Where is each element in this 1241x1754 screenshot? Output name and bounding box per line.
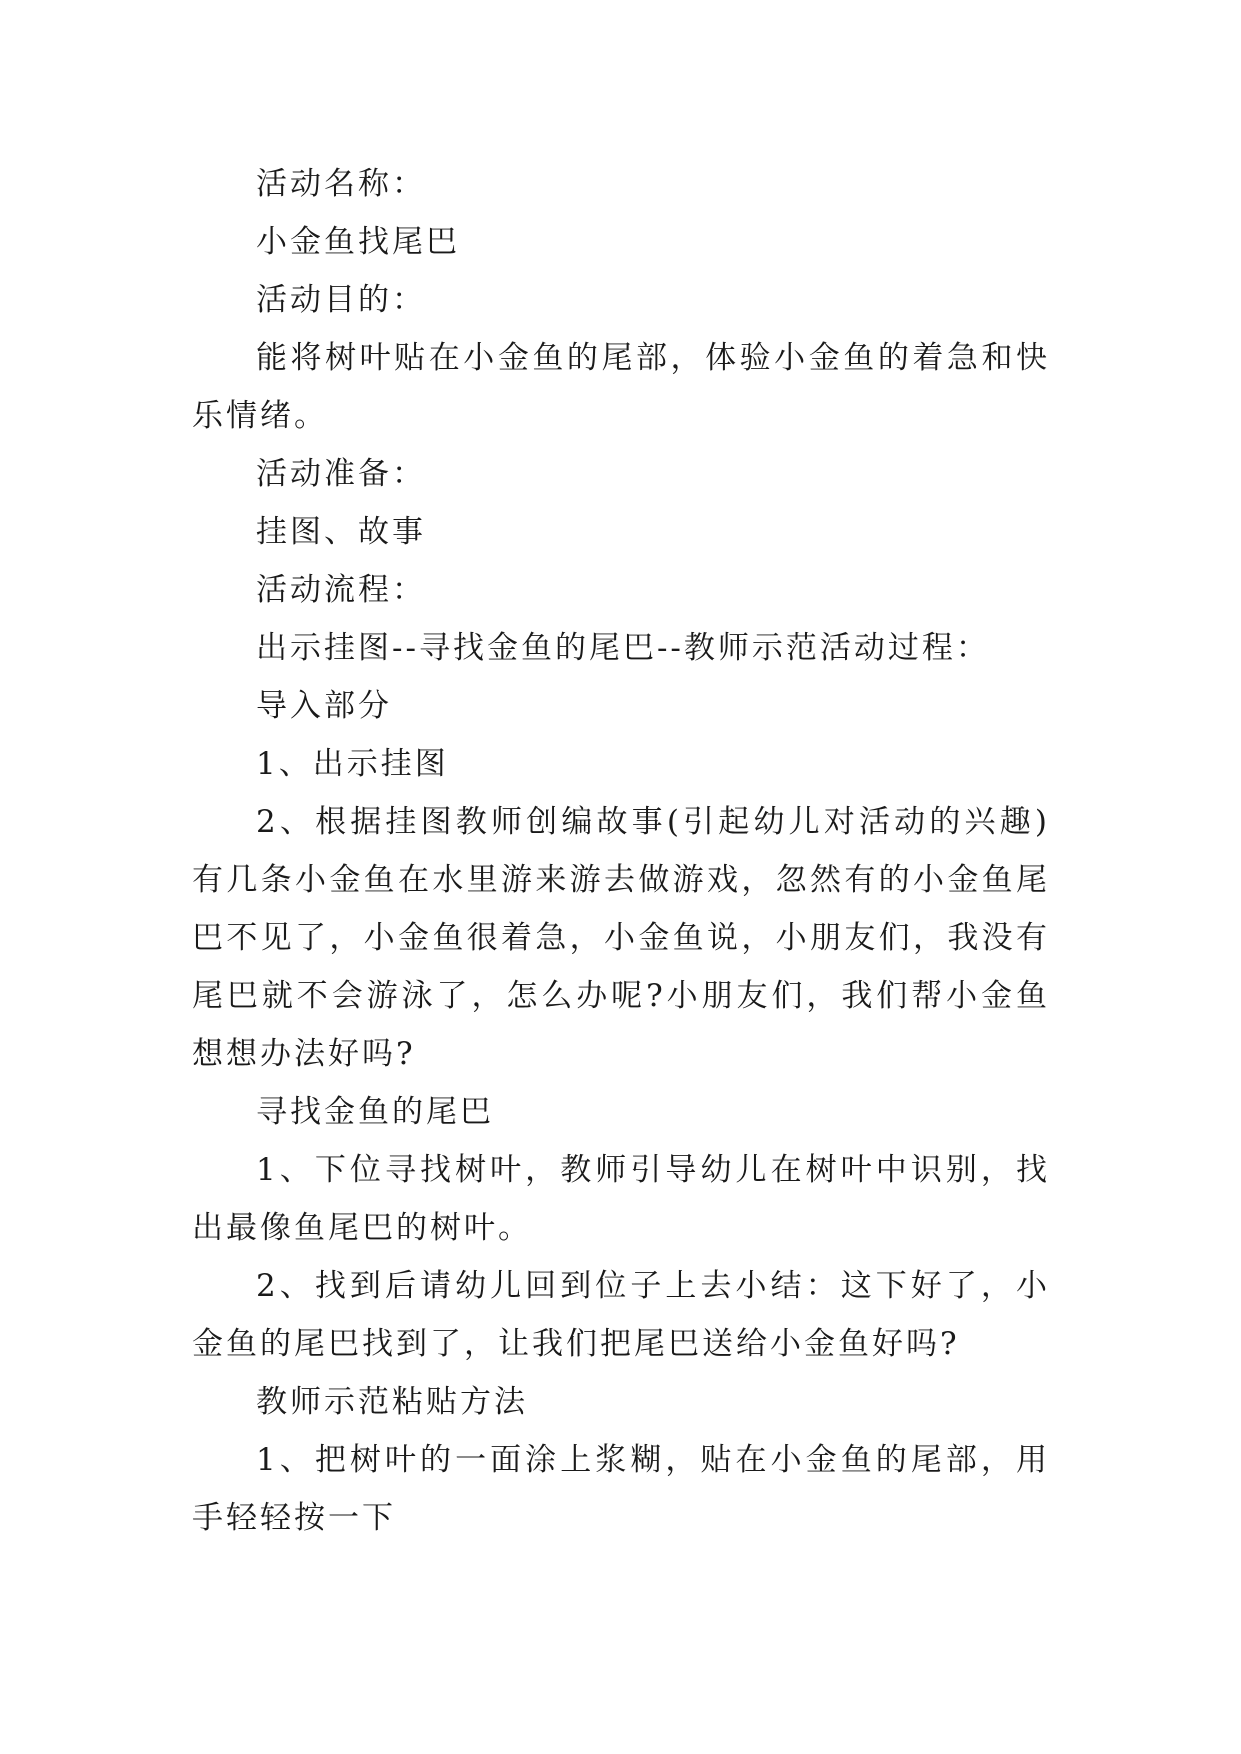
paragraph-activity-flow-heading: 活动流程： xyxy=(256,572,426,608)
paragraph-activity-prep-heading: 活动准备： xyxy=(256,456,426,492)
paragraph-activity-name-heading: 活动名称： xyxy=(256,166,426,202)
paragraph-intro-heading: 导入部分 xyxy=(256,688,392,724)
document-body xyxy=(192,155,1050,1547)
paragraph-search-step-2: 2、找到后请幼儿回到位子上去小结：这下好了，小金鱼的尾巴找到了，让我们把尾巴送给小金鱼好吗? xyxy=(192,1268,1050,1362)
paragraph-intro-step-1: 1、出示挂图 xyxy=(256,746,449,782)
paragraph-search-heading: 寻找金鱼的尾巴 xyxy=(256,1094,494,1130)
paragraph-activity-flow: 出示挂图--寻找金鱼的尾巴--教师示范活动过程： xyxy=(256,630,990,666)
paragraph-activity-goal: 能将树叶贴在小金鱼的尾部，体验小金鱼的着急和快乐情绪。 xyxy=(192,340,1050,434)
paragraph-demo-heading: 教师示范粘贴方法 xyxy=(256,1384,528,1420)
paragraph-demo-step-1: 1、把树叶的一面涂上浆糊，贴在小金鱼的尾部，用手轻轻按一下 xyxy=(192,1442,1050,1536)
paragraph-activity-name: 小金鱼找尾巴 xyxy=(256,224,460,260)
paragraph-activity-prep: 挂图、故事 xyxy=(256,514,426,550)
paragraph-search-step-1: 1、下位寻找树叶，教师引导幼儿在树叶中识别，找出最像鱼尾巴的树叶。 xyxy=(192,1152,1050,1246)
paragraph-intro-step-2: 2、根据挂图教师创编故事(引起幼儿对活动的兴趣)有几条小金鱼在水里游来游去做游戏，忽然有的小金鱼尾巴不见了，小金鱼很着急，小金鱼说，小朋友们，我没有尾巴就不会游泳了，怎么办呢?小朋友们，我们帮小金鱼想想办法好吗? xyxy=(192,804,1050,1072)
paragraph-activity-goal-heading: 活动目的： xyxy=(256,282,426,318)
